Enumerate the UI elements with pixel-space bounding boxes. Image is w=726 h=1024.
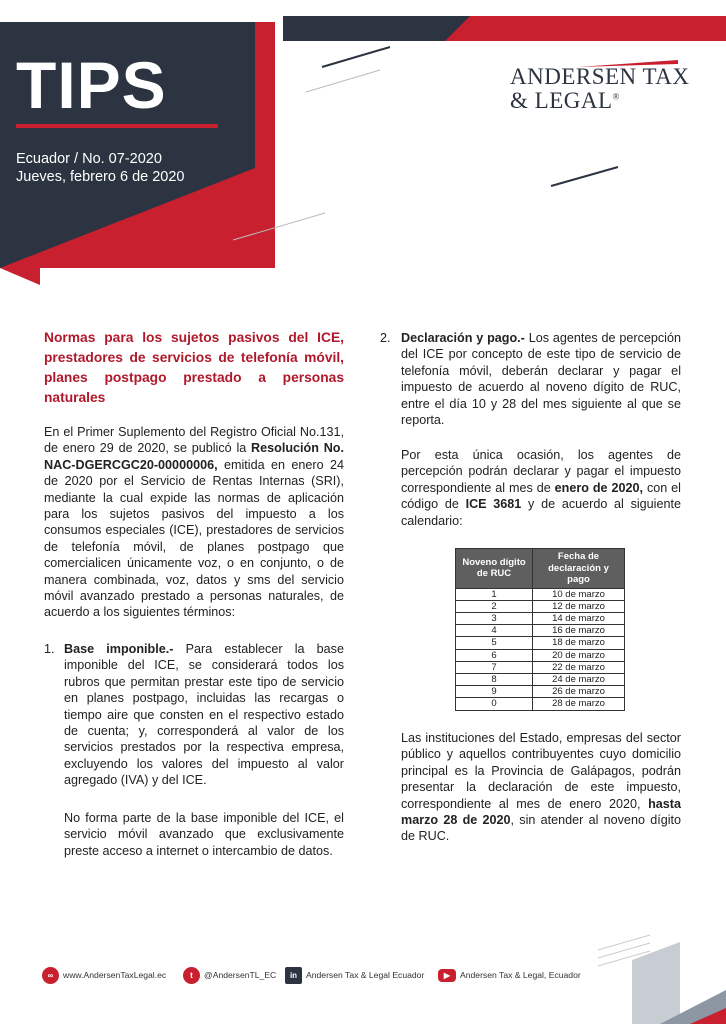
table-row — [456, 686, 625, 698]
table-cell-date: 14 de marzo — [533, 612, 625, 624]
item1-text: Para establecer la base imponible del ICE, se considerará todos los rubros que permitan prestar este tipo de servicio en planes postpago, incluidas las recargas o tiempo aire que consten en el respectivo estado de cuenta; y, corresponderá al valor de los servicios prestados por la respectiva empresa, excluyendo los valores del impuesto al valor agregado (IVA) y del ICE. — [64, 642, 344, 788]
table-row — [456, 625, 625, 637]
table-cell-digit: 3 — [456, 612, 533, 624]
item1-note — [64, 810, 344, 859]
linkedin-icon: in — [285, 967, 302, 984]
table-cell-digit: 9 — [456, 686, 533, 698]
item1-note-text: No forma parte de la base imponible del ICE, el servicio móvil avanzado que exclusivamente preste acceso a internet o intercambio de datos. — [64, 811, 344, 858]
table-cell-date: 10 de marzo — [533, 588, 625, 600]
table-cell-digit: 0 — [456, 698, 533, 710]
intro-text-1: En el Primer Suplemento del Registro Oficial No.131, de enero 29 de 2020, se publicó la — [44, 425, 344, 456]
issue-number: Ecuador / No. 07-2020 — [16, 151, 162, 167]
table-row — [456, 612, 625, 624]
item2-paragraph — [401, 330, 681, 428]
table-cell-date: 22 de marzo — [533, 661, 625, 673]
link-icon: ∞ — [42, 967, 59, 984]
ice-code: ICE 3681 — [465, 497, 522, 512]
footer-linkedin[interactable] — [285, 965, 424, 985]
item2-number: 2. — [380, 331, 391, 345]
item2-p2-text-a: Por esta única ocasión, los agentes de percepción podrán declarar y pagar el impuesto correspondiente al mes de — [401, 448, 681, 495]
closing-text-b: , sin atender al noveno dígito de RUC. — [401, 813, 682, 844]
item2-paragraph-2 — [401, 447, 681, 529]
twitter-text: @AndersenTL_EC — [204, 970, 277, 980]
linkedin-text: Andersen Tax & Legal Ecuador — [306, 970, 425, 980]
youtube-icon: ▶ — [438, 969, 456, 982]
item2-p2-text-c: y de acuerdo al siguiente calendario: — [401, 497, 681, 528]
table-row — [456, 661, 625, 673]
intro-text-2: emitida en enero 24 de 2020 por el Servicio de Rentas Internas (SRI), mediante la cual expide las normas de aplicación para los sujetos pasivos del impuesto a los consumos especiales (ICE), prestadores de servicios de telefonía móvil, de planes postpago que comercialicen únicamente voz, o en conjunto, o de manera combinada, voz, datos y sms del servicio móvil avanzado prestado a personas naturales, de acuerdo a los siguientes términos: — [44, 457, 344, 620]
issue-date: Jueves, febrero 6 de 2020 — [16, 169, 185, 185]
logo-word-legal: & LEGAL — [510, 88, 613, 113]
table-row — [456, 673, 625, 685]
item1-number: 1. — [44, 642, 55, 656]
item2-label: Declaración y pago.- — [401, 331, 525, 345]
logo-word-tax: TAX — [642, 64, 690, 89]
table-cell-digit: 7 — [456, 661, 533, 673]
table-cell-digit: 1 — [456, 588, 533, 600]
table-cell-date: 24 de marzo — [533, 673, 625, 685]
table-cell-date: 28 de marzo — [533, 698, 625, 710]
footer-decoration — [590, 930, 726, 1024]
table-row — [456, 649, 625, 661]
logo-registered-mark: ® — [612, 91, 620, 102]
table-cell-date: 20 de marzo — [533, 649, 625, 661]
table-cell-date: 26 de marzo — [533, 686, 625, 698]
footer-website[interactable] — [42, 965, 166, 985]
item2-text: Los agentes de percepción del ICE por concepto de este tipo de servicio de telefonía móvil, deberán declarar y pagar el impuesto de acuerdo al noveno dígito de RUC, entre el día 10 y 28 del mes siguiente al que se reporta. — [401, 331, 681, 428]
table-header-digit: Noveno dígito de RUC — [456, 549, 533, 589]
footer-twitter[interactable] — [183, 965, 276, 985]
item1-label: Base imponible.- — [64, 642, 174, 656]
table-cell-digit: 2 — [456, 600, 533, 612]
closing-deadline: hasta marzo 28 de 2020 — [401, 796, 681, 828]
table-cell-date: 16 de marzo — [533, 625, 625, 637]
resolution-number: Resolución No. NAC-DGERCGC20-00000006, — [44, 441, 344, 472]
table-cell-digit: 4 — [456, 625, 533, 637]
table-row — [456, 637, 625, 649]
youtube-text: Andersen Tax & Legal, Ecuador — [460, 970, 581, 980]
table-cell-digit: 5 — [456, 637, 533, 649]
table-cell-digit: 8 — [456, 673, 533, 685]
table-cell-digit: 6 — [456, 649, 533, 661]
item2-p2-period: enero de 2020, — [554, 480, 644, 495]
table-cell-date: 18 de marzo — [533, 637, 625, 649]
title-underline — [16, 124, 218, 128]
table-cell-date: 12 de marzo — [533, 600, 625, 612]
logo-word-andersen: ANDERSEN — [510, 64, 637, 89]
intro-paragraph — [44, 424, 344, 621]
twitter-icon: t — [183, 967, 200, 984]
table-row — [456, 600, 625, 612]
table-header-row — [456, 549, 625, 589]
calendar-table — [455, 548, 625, 711]
page-title: TIPS — [16, 48, 167, 122]
item2-p2-text-b: con el código de — [401, 480, 681, 512]
andersen-logo — [510, 58, 710, 114]
footer-youtube[interactable] — [438, 965, 581, 985]
table-row — [456, 698, 625, 710]
website-text: www.AndersenTaxLegal.ec — [63, 970, 167, 980]
article-title: Normas para los sujetos pasivos del ICE, prestadores de servicios de telefonía móvil, planes postpago prestado a personas naturales — [44, 330, 344, 405]
closing-text-a: Las instituciones del Estado, empresas del sector público y aquellos contribuyentes cuyo domicilio principal es la Provincia de Galápagos, podrán presentar la declaración de este impuesto, correspondiente al mes de enero 2020, — [401, 731, 681, 811]
table-row — [456, 588, 625, 600]
item1-paragraph — [64, 641, 344, 789]
table-header-date: Fecha de declaración y pago — [533, 549, 625, 589]
closing-paragraph — [401, 730, 681, 845]
